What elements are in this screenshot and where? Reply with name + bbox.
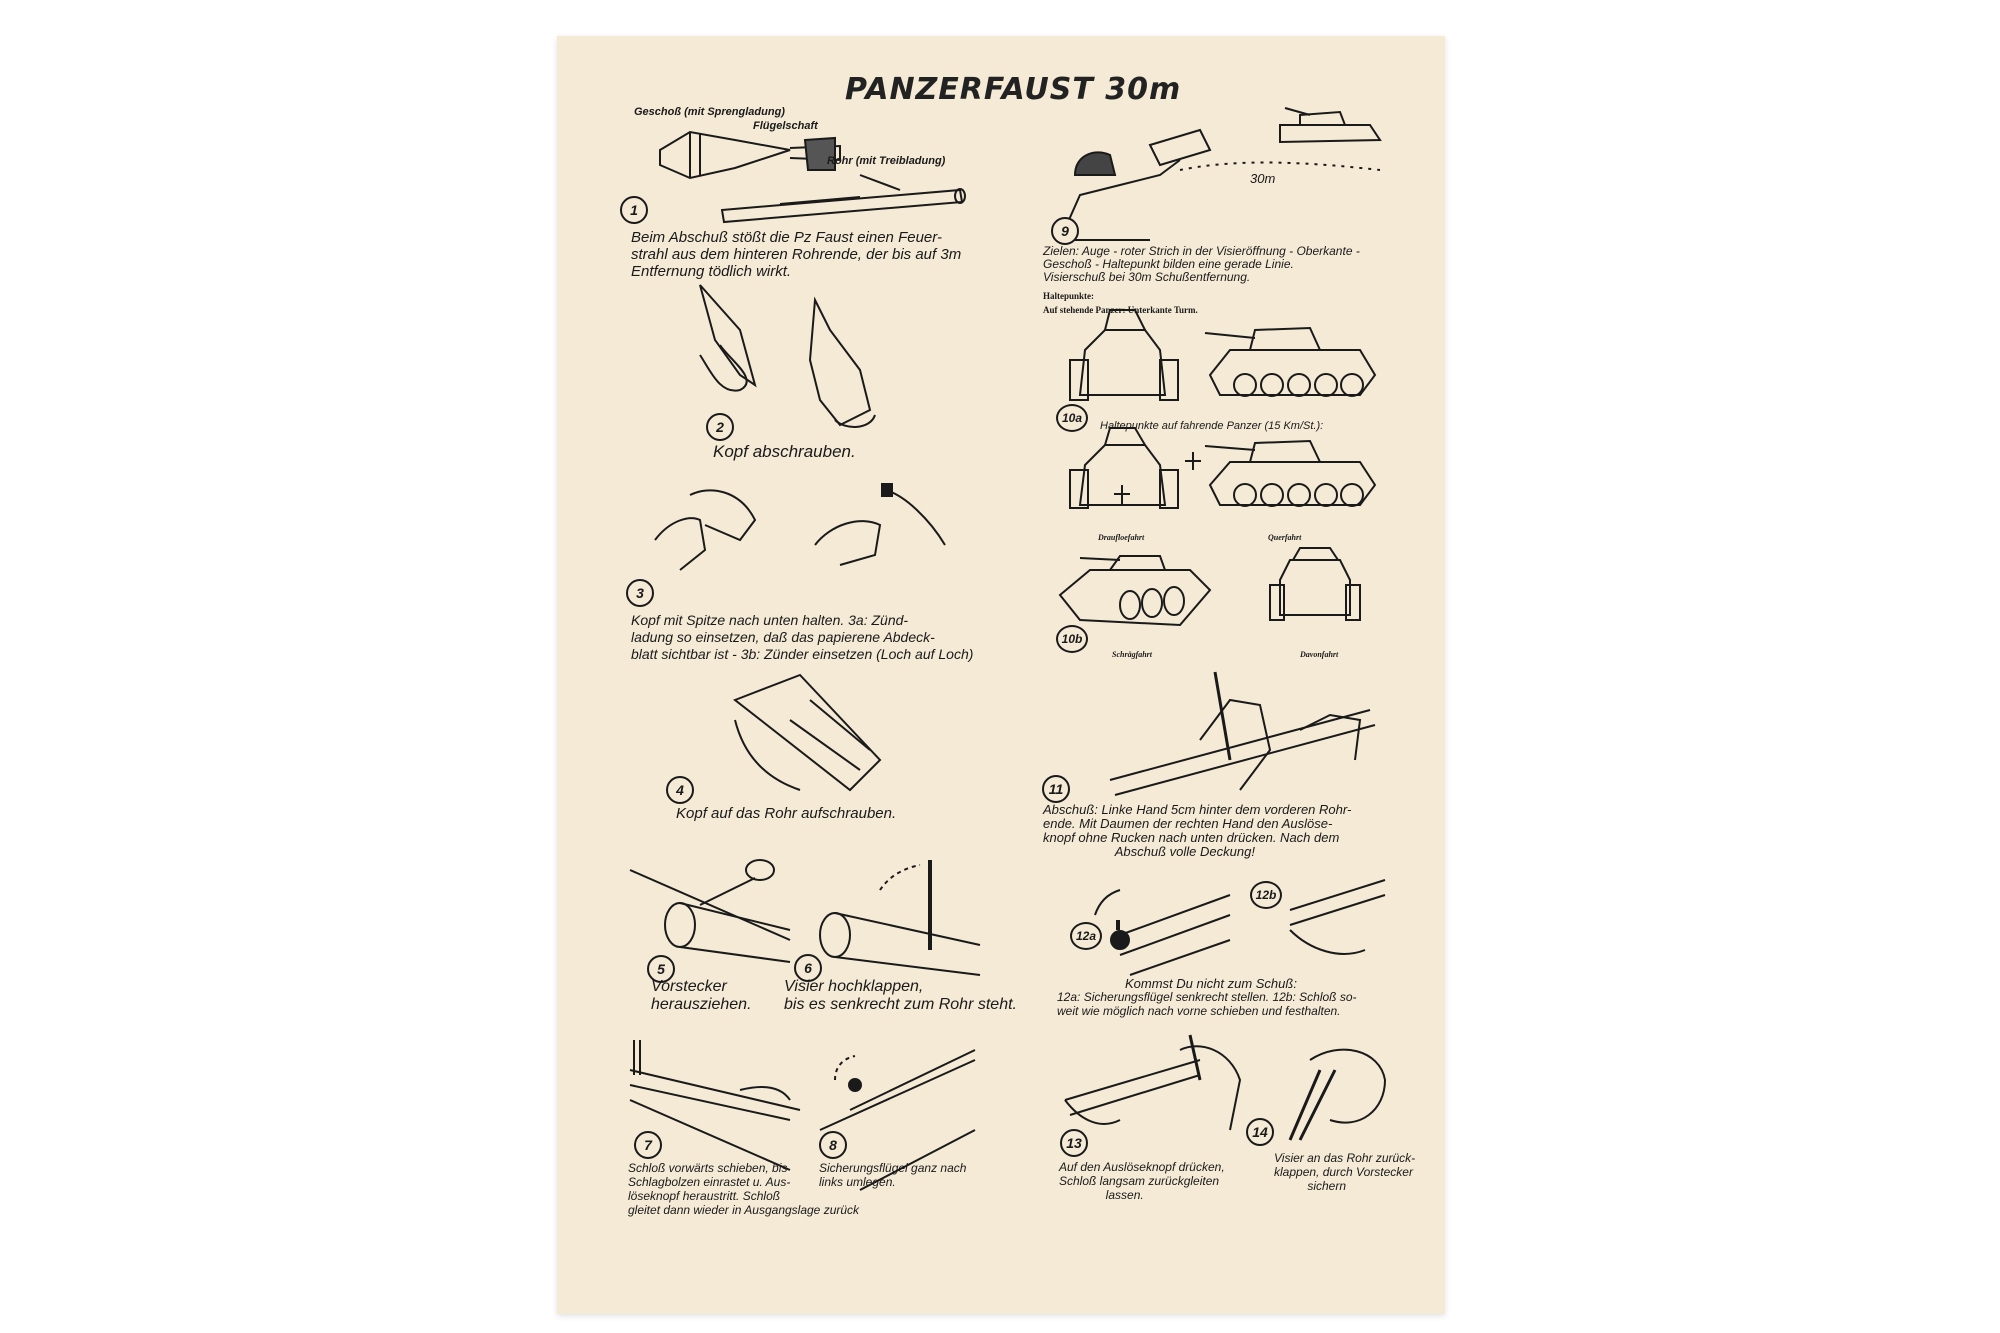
label-fin-shaft: Flügelschaft — [753, 120, 818, 132]
step-4-caption: Kopf auf das Rohr aufschrauben. — [676, 805, 897, 822]
step-number-12a: 12a — [1070, 922, 1102, 950]
label-tube: Rohr (mit Treibladung) — [827, 155, 946, 167]
label-head-on: Draufloefahrt — [1098, 533, 1145, 542]
soldier-aiming-illustration — [1060, 130, 1210, 240]
label-projectile: Geschoß (mit Sprengladung) — [634, 106, 785, 118]
step-number-11: 11 — [1042, 775, 1070, 803]
step-number-7: 7 — [634, 1131, 662, 1159]
step-3-caption: Kopf mit Spitze nach unten halten. 3a: Zünd- ladung so einsetzen, daß das papierene Abdeck- blatt sichtbar ist - 3b: Zünder einsetzen (Loch auf Loch) — [631, 612, 974, 662]
fuze-insert-illustration — [655, 484, 945, 570]
tank-oblique-view — [1060, 556, 1210, 625]
step-number-14: 14 — [1246, 1118, 1274, 1146]
step-5-caption: Vorstecker herausziehen. — [651, 978, 752, 1013]
trigger-press-illustration — [1065, 1035, 1240, 1130]
tank-crossing-view — [1185, 441, 1375, 506]
step-12-caption: 12a: Sicherungsflügel senkrecht stellen. 12b: Schloß so- weit wie möglich nach vorne schieben und festhalten. — [1057, 990, 1357, 1018]
tank-front-view — [1070, 310, 1178, 400]
step-number-6: 6 — [794, 954, 822, 982]
tank-rear-view — [1270, 548, 1360, 620]
lock-hold-illustration — [1290, 880, 1385, 954]
step-12-heading: Kommst Du nicht zum Schuß: — [1125, 976, 1297, 991]
tank-side-view — [1205, 328, 1375, 396]
tube-illustration — [722, 175, 965, 222]
distant-tank-illustration — [1180, 108, 1380, 170]
step-9-caption: Zielen: Auge - roter Strich in der Visieröffnung - Oberkante - Geschoß - Haltepunkt bilden eine gerade Linie. Visierschuß bei 30m Schußentfernung. — [1043, 244, 1360, 284]
step-11-caption: Abschuß: Linke Hand 5cm hinter dem vorderen Rohr- ende. Mit Daumen der rechten Hand den Auslöse- knopf ohne Rucken nach unten drücken. Nach dem Abschuß volle Deckung! — [1043, 802, 1352, 859]
step-number-12b: 12b — [1250, 881, 1282, 909]
sheet-title: PANZERFAUST 30m — [845, 72, 1182, 107]
unscrew-hands-illustration — [700, 285, 875, 427]
firing-position-illustration — [1110, 672, 1375, 795]
step-number-1: 1 — [620, 196, 648, 224]
step-number-5: 5 — [647, 955, 675, 983]
step-2-caption: Kopf abschrauben. — [713, 442, 856, 461]
step-13-caption: Auf den Auslöseknopf drücken, Schloß langsam zurückgleiten lassen. — [1059, 1160, 1225, 1202]
pin-removal-illustration — [630, 860, 790, 962]
step-8-caption: Sicherungsflügel ganz nach links umlegen. — [819, 1161, 967, 1189]
step-7-caption: Schloß vorwärts schieben, bis Schlagbolzen einrastet u. Aus- löseknopf heraustritt. Schloß gleitet dann wieder in Ausgangslage zurück — [628, 1161, 860, 1217]
step-number-10b: 10b — [1056, 625, 1088, 653]
label-departing: Davonfahrt — [1300, 650, 1339, 659]
step-10a-caption: Haltepunkte auf fahrende Panzer (15 Km/St.): — [1100, 420, 1324, 432]
label-crossing: Querfahrt — [1268, 533, 1302, 542]
sight-fold-back-illustration — [1290, 1050, 1385, 1140]
label-oblique: Schrägfahrt — [1112, 650, 1153, 659]
step-6-caption: Visier hochklappen, bis es senkrecht zum Rohr steht. — [784, 978, 1017, 1013]
projectile-illustration — [660, 132, 840, 178]
step-number-3: 3 — [626, 579, 654, 607]
step-number-2: 2 — [706, 413, 734, 441]
haltepunkte-heading: Haltepunkte: — [1043, 291, 1095, 301]
step-number-4: 4 — [666, 776, 694, 804]
step-number-9: 9 — [1051, 217, 1079, 245]
screw-head-onto-tube-illustration — [735, 675, 880, 790]
step-number-10a: 10a — [1056, 404, 1088, 432]
sight-flip-illustration — [820, 860, 980, 975]
haltepunkte-standing: Auf stehende Panzer: Unterkante Turm. — [1043, 305, 1198, 315]
safety-upright-illustration — [1095, 890, 1230, 975]
step-number-13: 13 — [1060, 1129, 1088, 1157]
step-number-8: 8 — [819, 1131, 847, 1159]
distance-label: 30m — [1250, 171, 1276, 186]
tank-front-moving-view — [1070, 428, 1178, 508]
step-14-caption: Visier an das Rohr zurück- klappen, durch Vorstecker sichern — [1274, 1151, 1416, 1193]
step-1-caption: Beim Abschuß stößt die Pz Faust einen Feuer- strahl aus dem hinteren Rohrende, der bis auf 3m Entfernung tödlich wirkt. — [631, 229, 962, 280]
